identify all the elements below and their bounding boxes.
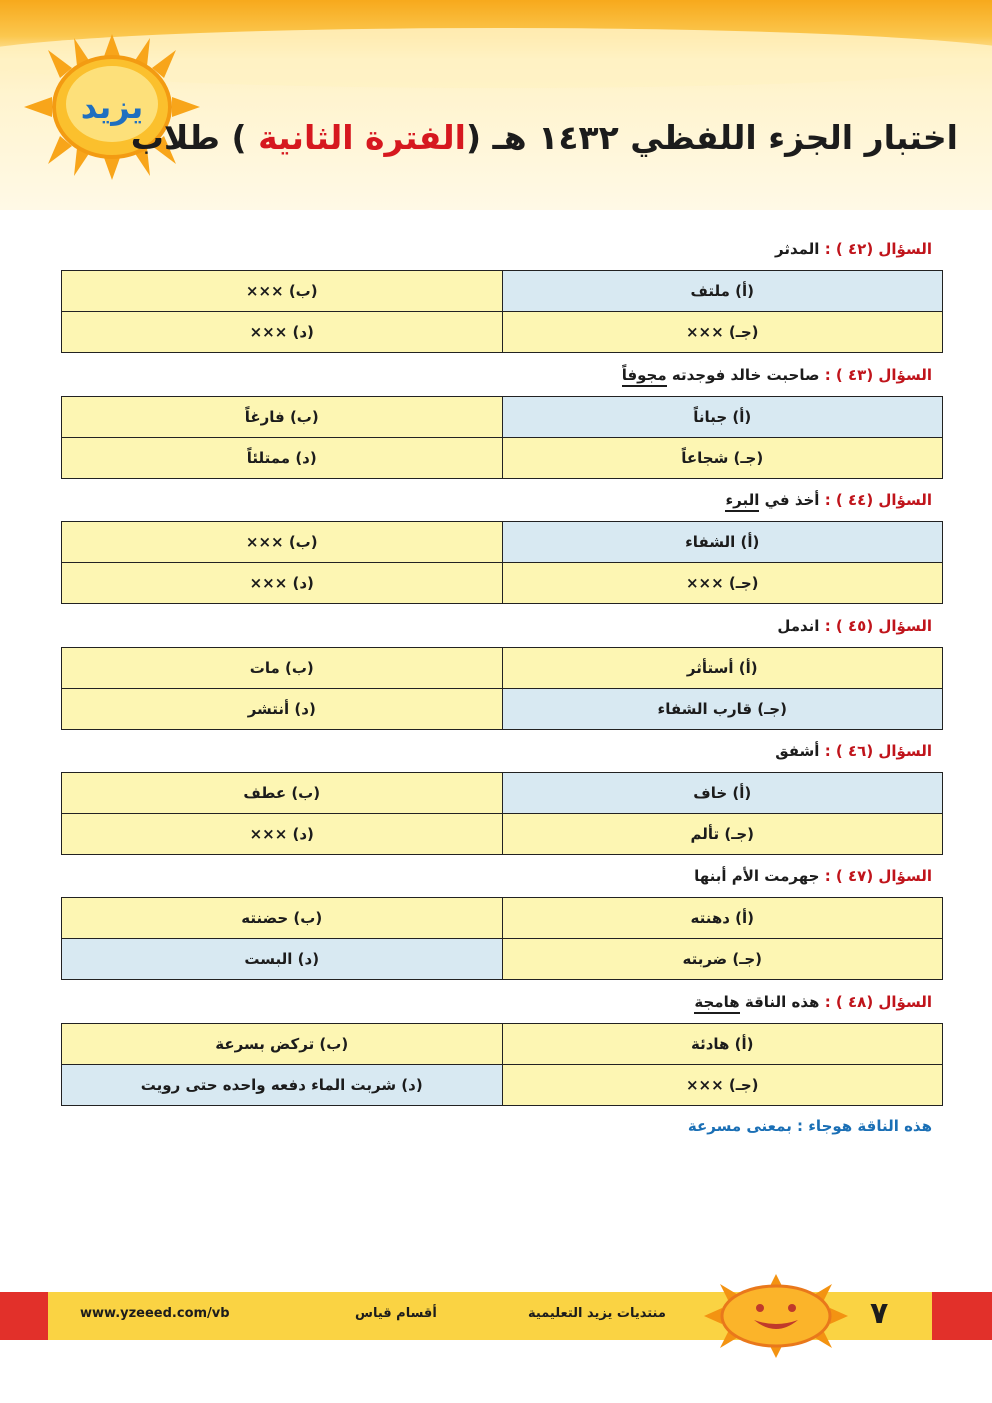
question-43-options xyxy=(61,396,943,479)
question-42-prompt: السؤال (٤٢ ) : المدثر xyxy=(774,240,932,258)
option-d[interactable]: (د) البست xyxy=(62,939,503,980)
question-46-prompt: السؤال (٤٦ ) : أشفق xyxy=(775,742,932,760)
question-45-prompt: السؤال (٤٥ ) : اندمل xyxy=(777,617,932,635)
option-d[interactable]: (د) ××× xyxy=(62,814,503,855)
question-44-prompt: السؤال (٤٤ ) : أخذ في البرء xyxy=(725,491,932,509)
option-a[interactable]: (أ) الشفاء xyxy=(502,522,943,563)
question-46-options xyxy=(61,772,943,855)
page-footer xyxy=(0,1292,992,1340)
option-c[interactable]: (جـ) تألم xyxy=(502,814,943,855)
question-47-options xyxy=(61,897,943,980)
option-b[interactable]: (ب) عطف xyxy=(62,773,503,814)
question-42-options xyxy=(61,270,943,353)
option-b[interactable]: (ب) ××× xyxy=(62,522,503,563)
question-45-options xyxy=(61,647,943,730)
question-48-options xyxy=(61,1023,943,1106)
option-b[interactable]: (ب) ××× xyxy=(62,271,503,312)
option-c[interactable]: (جـ) قارب الشفاء xyxy=(502,689,943,730)
option-d[interactable]: (د) ××× xyxy=(62,312,503,353)
option-a[interactable]: (أ) دهنته xyxy=(502,898,943,939)
question-47-prompt: السؤال (٤٧ ) : جهرمت الأم أبنها xyxy=(694,867,932,885)
option-a[interactable]: (أ) هادئة xyxy=(502,1024,943,1065)
option-a[interactable]: (أ) خاف xyxy=(502,773,943,814)
option-b[interactable]: (ب) مات xyxy=(62,648,503,689)
option-b[interactable]: (ب) حضنته xyxy=(62,898,503,939)
svg-text:يزيد: يزيد xyxy=(80,88,144,126)
option-d[interactable]: (د) شربت الماء دفعه واحده حتى رويت xyxy=(62,1065,503,1106)
option-c[interactable]: (جـ) شجاعاً xyxy=(502,438,943,479)
option-c[interactable]: (جـ) ضربته xyxy=(502,939,943,980)
option-d[interactable]: (د) أنتشر xyxy=(62,689,503,730)
option-a[interactable]: (أ) أستأثر xyxy=(502,648,943,689)
page-number: ٧ xyxy=(870,1296,889,1331)
option-a[interactable]: (أ) ملتف xyxy=(502,271,943,312)
question-43-prompt: السؤال (٤٣ ) : صاحبت خالد فوجدته مجوفاً xyxy=(622,366,932,384)
option-c[interactable]: (جـ) ××× xyxy=(502,563,943,604)
option-b[interactable]: (ب) تركض بسرعة xyxy=(62,1024,503,1065)
option-b[interactable]: (ب) فارغاً xyxy=(62,397,503,438)
footer-right-accent xyxy=(932,1292,992,1340)
question-48-prompt: السؤال (٤٨ ) : هذه الناقة هامجة xyxy=(694,993,932,1011)
option-d[interactable]: (د) ممتلئاً xyxy=(62,438,503,479)
footer-forum-label: منتديات يزيد التعليمية xyxy=(528,1306,666,1321)
explanation-note: هذه الناقة هوجاء : بمعنى مسرعة xyxy=(687,1117,932,1135)
page-title: اختبار الجزء اللفظي ١٤٣٢ هـ (الفترة الثانية ) طلاب xyxy=(130,118,958,157)
footer-left-accent xyxy=(0,1292,48,1340)
footer-url-link[interactable]: www.yzeeed.com/vb xyxy=(80,1306,230,1321)
option-a[interactable]: (أ) جباناً xyxy=(502,397,943,438)
option-c[interactable]: (جـ) ××× xyxy=(502,312,943,353)
option-c[interactable]: (جـ) ××× xyxy=(502,1065,943,1106)
option-d[interactable]: (د) ××× xyxy=(62,563,503,604)
question-44-options xyxy=(61,521,943,604)
smiling-sun-icon xyxy=(696,1274,856,1358)
footer-section-label: أقسام قياس xyxy=(355,1306,437,1321)
